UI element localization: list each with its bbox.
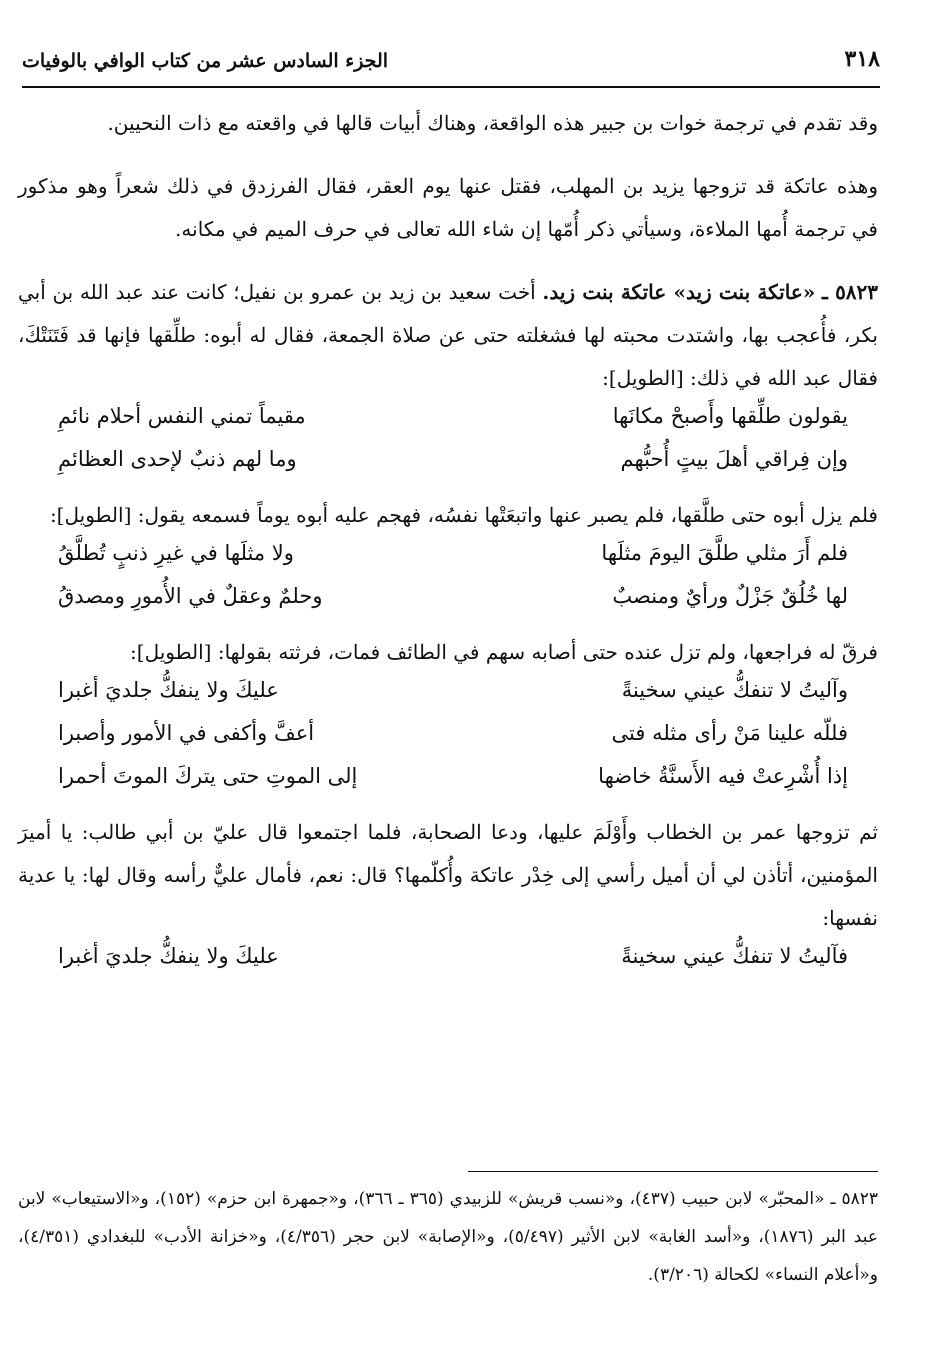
hemistich-second: إلى الموتِ حتى يتركَ الموتَ أحمرا [58, 764, 358, 788]
verse-line [18, 944, 878, 987]
verse-line [18, 678, 878, 721]
hemistich-second: ولا مثلَها في غيرِ ذنبٍ تُطلَّقُ [58, 541, 294, 565]
page-number: ٣١٨ [844, 46, 880, 72]
running-title: الجزء السادس عشر من كتاب الوافي بالوفيات [22, 50, 389, 72]
verse-line [18, 721, 878, 764]
hemistich-first: وإن فِراقي أهلَ بيتٍ أُحبُّهم [620, 447, 848, 471]
hemistich-second: وما لهم ذنبٌ لإحدى العظائمِ [58, 447, 297, 471]
poem [18, 678, 878, 807]
hemistich-first: وآليتُ لا تنفكُّ عيني سخينةً [621, 678, 848, 702]
hemistich-first: يقولون طلِّقها وأَصبحْ مكانَها [612, 404, 848, 428]
poem [18, 944, 878, 987]
hemistich-second: عليكَ ولا ينفكُّ جلديَ أغبرا [58, 944, 279, 968]
poem [18, 541, 878, 627]
entry-number: ٥٨٢٣ ـ [821, 280, 879, 304]
verse-line [18, 541, 878, 584]
hemistich-first: لها خُلُقٌ جَزْلٌ ورأيٌ ومنصبٌ [612, 584, 848, 608]
footnotes [18, 1180, 878, 1294]
hemistich-first: فللّه علينا مَنْ رأى مثله فتى [611, 721, 848, 745]
paragraph: وهذه عاتكة قد تزوجها يزيد بن المهلب، فقتل عنها يوم العقر، فقال الفرزدق في ذلك شعراً وهو مذكور في ترجمة أُمها الملاءة، وسيأتي ذكر أُمّها إن شاء الله تعالى في حرف الميم في مكانه. [18, 174, 878, 241]
hemistich-first: فآليتُ لا تنفكُّ عيني سخينةً [621, 944, 848, 968]
hemistich-second: وحلمٌ وعقلٌ في الأُمورِ ومصدقُ [58, 584, 323, 608]
footnote-divider [468, 1171, 878, 1172]
paragraph: فلم يزل أبوه حتى طلَّقها، فلم يصبر عنها واتبعَتْها نفسُه، فهجم عليه أبوه يوماً فسمعه يقول: [الطويل]: [49, 503, 878, 527]
hemistich-second: مقيماً تمني النفس أحلام نائمِ [58, 404, 306, 428]
verse-line [18, 584, 878, 627]
footnote: ٥٨٢٣ ـ «المحبّر» لابن حبيب (٤٣٧)، و«نسب قريش» للزبيدي (٣٦٥ ـ ٣٦٦)، و«جمهرة ابن حزم» (١٥٢)، و«الاستيعاب» لابن عبد البر (١٨٧٦)، و«أسد الغابة» لابن الأثير (٥/٤٩٧)، و«الإصابة» لابن حجر (٤/٣٥٦)، و«خزانة الأدب» للبغدادي (٤/٣٥١)، و«أعلام النساء» لكحالة (٣/٢٠٦). [18, 1189, 878, 1285]
hemistich-second: أعفَّ وأكفى في الأمور وأصبرا [58, 721, 315, 745]
hemistich-second: عليكَ ولا ينفكُّ جلديَ أغبرا [58, 678, 279, 702]
poem [18, 404, 878, 490]
entry-text: أخت سعيد بن زيد بن عمرو بن نفيل؛ كانت عند عبد الله بن أبي بكر، فأُعجب بها، واشتدت محبته لها فشغلته حتى عن صلاة الجمعة، فقال له أبوه: طلِّقها فإنها قد فَتَنَتْكَ، فقال عبد الله في ذلك: [الطويل]: [18, 280, 878, 390]
hemistich-first: إذا أُشْرِعتْ فيه الأَسنَّةُ خاضها [598, 764, 848, 788]
paragraph: ثم تزوجها عمر بن الخطاب وأَوْلَمَ عليها، ودعا الصحابة، فلما اجتمعوا قال عليّ بن أبي طالب: يا أميرَ المؤمنين، أتأذن لي أن أميل رأسي إلى خِدْر عاتكة وأُكلّمها؟ قال: نعم، فأمال عليٌّ رأسه وقال لها: يا عدية نفسها: [18, 820, 878, 930]
verse-line [18, 447, 878, 490]
verse-line [18, 764, 878, 807]
paragraph: فرقّ له فراجعها، ولم تزل عنده حتى أصابه سهم في الطائف فمات، فرثته بقولها: [الطويل]: [130, 640, 878, 664]
entry-title: «عاتكة بنت زيد» عاتكة بنت زيد. [542, 280, 816, 304]
page-body [18, 102, 878, 991]
hemistich-first: فلم أَرَ مثلي طلَّقَ اليومَ مثلَها [601, 541, 848, 565]
biography-entry [18, 271, 878, 400]
verse-line [18, 404, 878, 447]
paragraph: وقد تقدم في ترجمة خوات بن جبير هذه الواقعة، وهناك أبيات قالها في واقعته مع ذات النحيين. [107, 111, 878, 135]
page-header [22, 28, 880, 88]
